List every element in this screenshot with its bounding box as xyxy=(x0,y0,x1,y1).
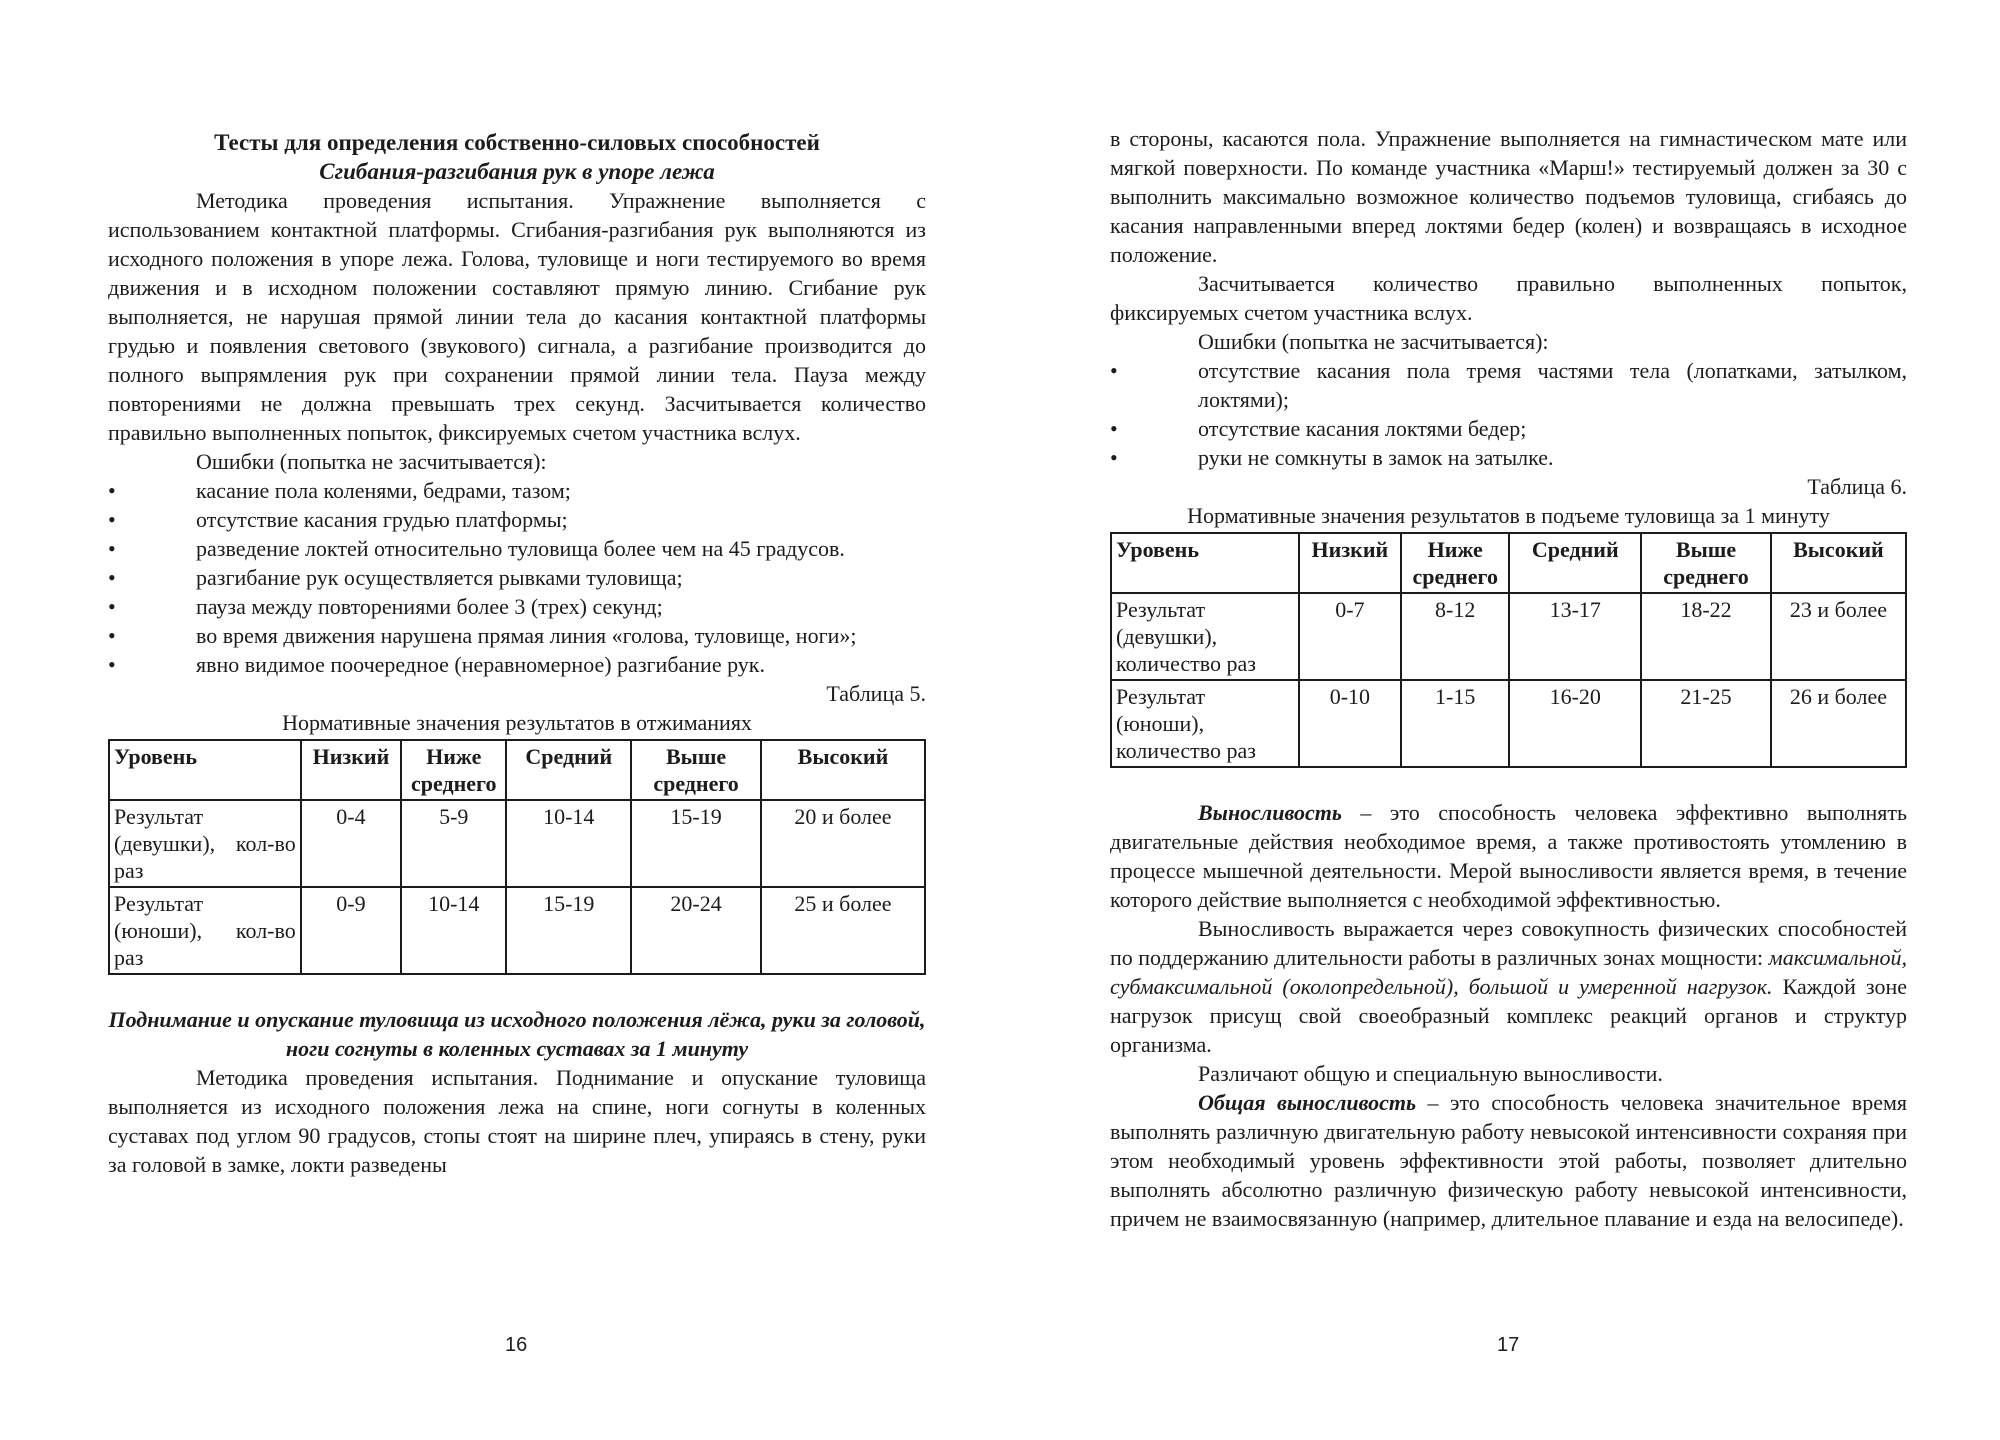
table-row xyxy=(1111,680,1906,767)
table-header-cell: Средний xyxy=(1509,533,1641,593)
norms-table xyxy=(1110,532,1907,768)
endurance-term: Выносливость xyxy=(1198,800,1342,825)
table-cell: 26 и более xyxy=(1771,680,1906,767)
table-cell: Результат (юноши), количество раз xyxy=(1111,680,1299,767)
table-cell: 5-9 xyxy=(401,800,506,887)
list-item: • явно видимое поочередное (неравномерное) разгибание рук. xyxy=(108,652,765,677)
table-cell: 10-14 xyxy=(401,887,506,974)
table-header-cell: Выше среднего xyxy=(631,740,761,800)
page-number: 16 xyxy=(505,1334,528,1356)
section-heading: Поднимание и опускание туловища из исходного положения лёжа, руки за головой, ноги согнуты в коленных суставах за 1 минуту xyxy=(108,1007,926,1061)
table-cell: 18-22 xyxy=(1641,593,1771,680)
bullet-icon: • xyxy=(108,536,116,561)
errors-intro: Ошибки (попытка не засчитывается): xyxy=(196,449,547,474)
table-header-cell: Низкий xyxy=(301,740,401,800)
left-page xyxy=(108,128,926,1179)
bullet-icon: • xyxy=(1110,416,1118,441)
table-header-row xyxy=(109,740,925,800)
table-cell: 0-4 xyxy=(301,800,401,887)
table-header-cell: Уровень xyxy=(1111,533,1299,593)
table-header-row xyxy=(1111,533,1906,593)
scoring-paragraph: Засчитывается количество правильно выполненных попыток, фиксируемых счетом участника вслух. xyxy=(1110,271,1907,325)
bullet-icon: • xyxy=(108,565,116,590)
list-item: • отсутствие касания локтями бедер; xyxy=(1110,416,1527,441)
list-item: • отсутствие касания пола тремя частями тела (лопатками, затылком, локтями); xyxy=(1110,358,1907,412)
table-cell: 0-7 xyxy=(1299,593,1402,680)
errors-intro: Ошибки (попытка не засчитывается): xyxy=(1198,329,1549,354)
errors-list xyxy=(108,476,926,679)
table-label: Таблица 5. xyxy=(826,681,926,706)
table-cell: 23 и более xyxy=(1771,593,1906,680)
endurance-definition: Выносливость – это способность человека эффективно выполнять двигательные действия необходимое время, а также противостоять утомлению в процессе мышечной деятельности. Мерой выносливости является время, в течение которого действие выполняется с необходимой эффективностью. xyxy=(1110,800,1907,912)
page-heading: Тесты для определения собственно-силовых способностей xyxy=(214,130,820,155)
table-title: Нормативные значения результатов в отжиманиях xyxy=(282,710,752,735)
table-header-cell: Высокий xyxy=(761,740,925,800)
table-cell: Результат (девушки), кол-во раз xyxy=(109,800,301,887)
table-header-cell: Ниже среднего xyxy=(401,740,506,800)
table-cell: Результат (девушки), количество раз xyxy=(1111,593,1299,680)
section-subheading: Сгибания-разгибания рук в упоре лежа xyxy=(319,159,715,184)
bullet-icon: • xyxy=(108,594,116,619)
table-cell: 10-14 xyxy=(506,800,631,887)
bullet-icon: • xyxy=(1110,358,1118,383)
table-header-cell: Выше среднего xyxy=(1641,533,1771,593)
page-number: 17 xyxy=(1497,1334,1520,1356)
list-item: • разведение локтей относительно туловища более чем на 45 градусов. xyxy=(108,536,845,561)
table-title: Нормативные значения результатов в подъеме туловища за 1 минуту xyxy=(1187,503,1830,528)
list-item: • пауза между повторениями более 3 (трех) секунд; xyxy=(108,594,663,619)
method-paragraph-2: Методика проведения испытания. Поднимание и опускание туловища выполняется из исходного положения лежа на спине, ноги согнуты в коленных суставах под углом 90 градусов, стопы стоят на ширине плеч, упираясь в стену, руки за головой в замке, локти разведены xyxy=(108,1065,926,1177)
bullet-icon: • xyxy=(108,478,116,503)
table-cell: 16-20 xyxy=(1509,680,1641,767)
table-label: Таблица 6. xyxy=(1807,474,1907,499)
norms-table xyxy=(108,739,926,975)
list-item: • во время движения нарушена прямая линия «голова, туловище, ноги»; xyxy=(108,623,857,648)
table-cell: 21-25 xyxy=(1641,680,1771,767)
errors-list xyxy=(1110,356,1907,472)
method-paragraph: Методика проведения испытания. Упражнение выполняется с использованием контактной платформы. Сгибания-разгибания рук выполняются из исходного положения в упоре лежа. Голова, туловище и ноги тестируемого во время движения и в исходном положении составляют прямую линию. Сгибание рук выполняется, не нарушая прямой линии тела до касания контактной платформы грудью и появления светового (звукового) сигнала, а разгибание производится до полного выпрямления рук при сохранении прямой линии тела. Пауза между повторениями не должна превышать трех секунд. Засчитывается количество правильно выполненных попыток, фиксируемых счетом участника вслух. xyxy=(108,188,926,445)
table-cell: 15-19 xyxy=(506,887,631,974)
bullet-icon: • xyxy=(108,652,116,677)
table-cell: 0-10 xyxy=(1299,680,1402,767)
table-header-cell: Ниже среднего xyxy=(1401,533,1509,593)
table-header-cell: Низкий xyxy=(1299,533,1402,593)
endurance-paragraph: Выносливость выражается через совокупность физических способностей по поддержанию длительности работы в различных зонах мощности: максимальной, субмаксимальной (околопредельной), большой и умеренной нагрузок. Каждой зоне нагрузок присущ свой своеобразный комплекс реакций органов и структур организма. xyxy=(1110,916,1907,1057)
table-cell: 20-24 xyxy=(631,887,761,974)
list-item: • разгибание рук осуществляется рывками туловища; xyxy=(108,565,683,590)
table-cell: 13-17 xyxy=(1509,593,1641,680)
table-row xyxy=(109,800,925,887)
table-header-cell: Средний xyxy=(506,740,631,800)
general-endurance-definition: Общая выносливость – это способность человека значительное время выполнять различную двигательную работу невысокой интенсивности сохраняя при этом необходимый уровень эффективности этой работы, позволяет длительно выполнять абсолютно различную физическую работу невысокой интенсивности, причем не взаимосвязанную (например, длительное плавание и езда на велосипеде). xyxy=(1110,1090,1908,1231)
continued-paragraph: в стороны, касаются пола. Упражнение выполняется на гимнастическом мате или мягкой поверхности. По команде участника «Марш!» тестируемый должен за 30 с выполнить максимально возможное количество подъемов туловища, сгибаясь до касания направленными вперед локтями бедер (колен) и возвращаясь в исходное положение. xyxy=(1110,126,1907,267)
table-row xyxy=(109,887,925,974)
table-cell: 8-12 xyxy=(1401,593,1509,680)
table-cell: 0-9 xyxy=(301,887,401,974)
list-item: • отсутствие касания грудью платформы; xyxy=(108,507,568,532)
table-cell: 25 и более xyxy=(761,887,925,974)
table-header-cell: Уровень xyxy=(109,740,301,800)
table-header-cell: Высокий xyxy=(1771,533,1906,593)
table-row xyxy=(1111,593,1906,680)
list-item: • руки не сомкнуты в замок на затылке. xyxy=(1110,445,1554,470)
table-cell: Результат (юноши), кол-во раз xyxy=(109,887,301,974)
right-page xyxy=(1110,124,1907,1233)
general-endurance-term: Общая выносливость xyxy=(1198,1090,1417,1115)
table-cell: 20 и более xyxy=(761,800,925,887)
list-item: • касание пола коленями, бедрами, тазом; xyxy=(108,478,571,503)
bullet-icon: • xyxy=(108,623,116,648)
table-cell: 1-15 xyxy=(1401,680,1509,767)
bullet-icon: • xyxy=(108,507,116,532)
bullet-icon: • xyxy=(1110,445,1118,470)
endurance-types: Различают общую и специальную выносливости. xyxy=(1198,1061,1663,1086)
table-cell: 15-19 xyxy=(631,800,761,887)
